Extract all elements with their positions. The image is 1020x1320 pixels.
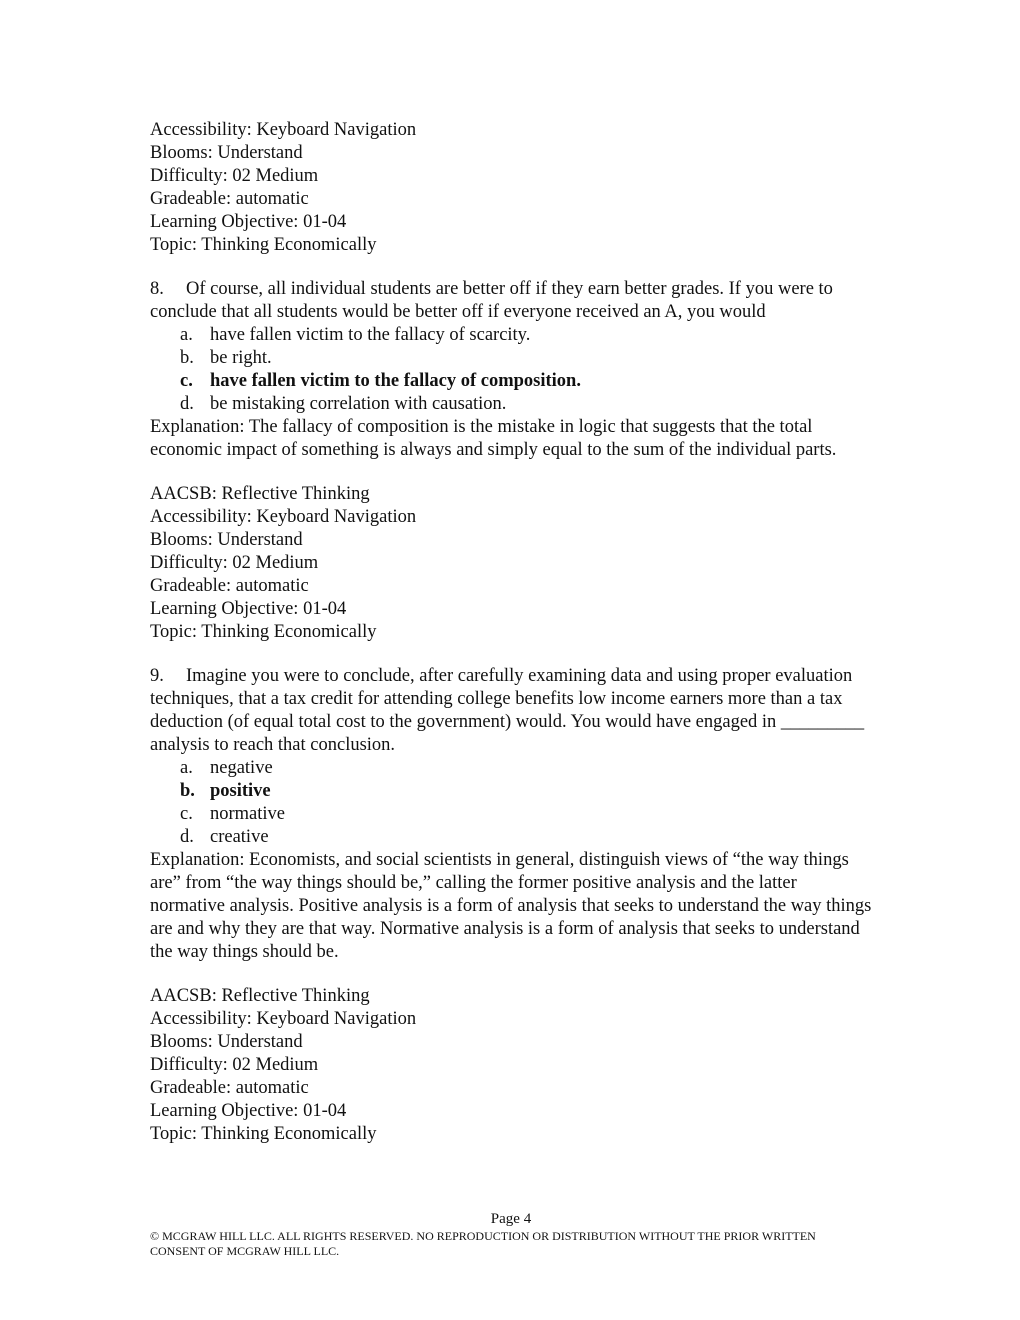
choice-text: be right. (210, 348, 272, 368)
metadata-accessibility: Accessibility: Keyboard Navigation (150, 120, 417, 140)
choice-text: normative (210, 804, 286, 824)
metadata-blooms: Blooms: Understand (150, 530, 303, 550)
explanation: Explanation: Economists, and social scientists in general, distinguish views of “the way things are” from “the way things should be,” calling the former positive analysis and the latter normative analysis. Positive analysis is a form of analysis that seeks to understand the way things are and why they are that way. Normative analysis is a form of analysis that seeks to understand the way things should be. (150, 850, 872, 962)
answer-choices (150, 324, 872, 416)
choice-text: be mistaking correlation with causation. (210, 394, 507, 414)
choice-letter: d. (180, 827, 194, 847)
metadata-topic: Topic: Thinking Economically (150, 235, 377, 255)
metadata-gradeable: Gradeable: automatic (150, 576, 309, 596)
metadata-gradeable: Gradeable: automatic (150, 1078, 309, 1098)
metadata-difficulty: Difficulty: 02 Medium (150, 166, 319, 186)
metadata-difficulty: Difficulty: 02 Medium (150, 1055, 319, 1075)
metadata-aacsb: AACSB: Reflective Thinking (150, 986, 370, 1006)
question-metadata (150, 483, 872, 644)
answer-choice-d (150, 826, 872, 849)
choice-letter: b. (180, 348, 194, 368)
metadata-aacsb: AACSB: Reflective Thinking (150, 484, 370, 504)
question-stem (150, 278, 872, 324)
metadata-blooms: Blooms: Understand (150, 1032, 303, 1052)
answer-choice-a (150, 324, 872, 347)
answer-choice-c-correct (150, 370, 872, 393)
metadata-topic: Topic: Thinking Economically (150, 622, 377, 642)
answer-choice-b (150, 347, 872, 370)
question-text: Imagine you were to conclude, after carefully examining data and using proper evaluation techniques, that a tax credit for attending college benefits low income earners more than a tax deduction (of equal total cost to the government) would. You would have engaged in _________ analysis to reach that conclusion. (150, 666, 865, 755)
page-footer (150, 1210, 872, 1259)
answer-choices (150, 757, 872, 849)
question-9 (150, 665, 872, 1146)
question-number: 8. (150, 279, 164, 299)
choice-letter: a. (180, 325, 193, 345)
answer-choice-d (150, 393, 872, 416)
choice-letter: d. (180, 394, 194, 414)
question-number: 9. (150, 666, 164, 686)
metadata-gradeable: Gradeable: automatic (150, 189, 309, 209)
choice-text: negative (210, 758, 273, 778)
choice-text: creative (210, 827, 269, 847)
choice-letter: b. (180, 781, 195, 801)
copyright-notice: © MCGRAW HILL LLC. ALL RIGHTS RESERVED. NO REPRODUCTION OR DISTRIBUTION WITHOUT THE PRIOR WRITTEN CONSENT OF MCGRAW HILL LLC. (150, 1229, 816, 1258)
question-metadata (150, 985, 872, 1146)
question-8 (150, 278, 872, 644)
choice-letter: a. (180, 758, 193, 778)
choice-text: positive (210, 781, 271, 801)
choice-letter: c. (180, 804, 193, 824)
explanation: Explanation: The fallacy of composition is the mistake in logic that suggests that the total economic impact of something is always and simply equal to the sum of the individual parts. (150, 417, 837, 460)
metadata-difficulty: Difficulty: 02 Medium (150, 553, 319, 573)
answer-choice-a (150, 757, 872, 780)
metadata-learning-objective: Learning Objective: 01-04 (150, 1101, 347, 1121)
page-number: Page 4 (490, 1211, 532, 1227)
question-metadata (150, 119, 872, 257)
metadata-accessibility: Accessibility: Keyboard Navigation (150, 507, 417, 527)
choice-text: have fallen victim to the fallacy of composition. (210, 371, 581, 391)
answer-choice-b-correct (150, 780, 872, 803)
metadata-learning-objective: Learning Objective: 01-04 (150, 599, 347, 619)
metadata-topic: Topic: Thinking Economically (150, 1124, 377, 1144)
metadata-blooms: Blooms: Understand (150, 143, 303, 163)
choice-text: have fallen victim to the fallacy of scarcity. (210, 325, 531, 345)
metadata-accessibility: Accessibility: Keyboard Navigation (150, 1009, 417, 1029)
answer-choice-c (150, 803, 872, 826)
question-text: Of course, all individual students are better off if they earn better grades. If you were to conclude that all students would be better off if everyone received an A, you would (150, 279, 833, 322)
question-stem (150, 665, 872, 757)
choice-letter: c. (180, 371, 193, 391)
metadata-learning-objective: Learning Objective: 01-04 (150, 212, 347, 232)
page-content (150, 119, 872, 1146)
